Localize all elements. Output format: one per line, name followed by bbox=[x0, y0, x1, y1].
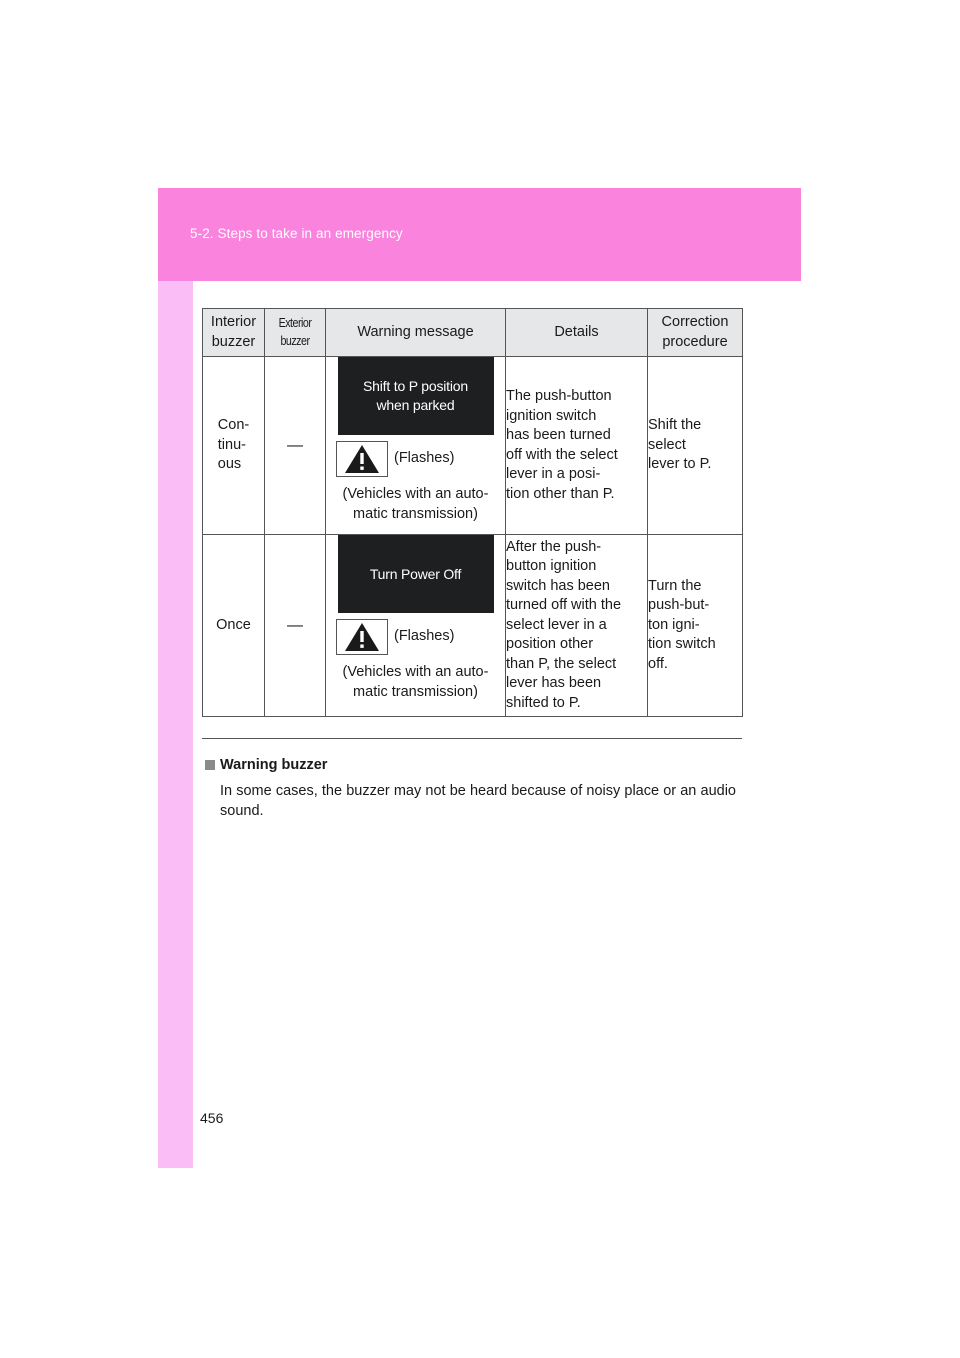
flash-indicator bbox=[336, 441, 505, 477]
table-header-row bbox=[203, 309, 743, 357]
details-cell: The push-button ignition switch has been turned off with the select lever in a posi- tion other than P. bbox=[506, 357, 648, 535]
col-header-correction: Correction procedure bbox=[648, 309, 743, 357]
warning-table bbox=[202, 308, 743, 717]
square-bullet-icon bbox=[205, 760, 215, 770]
flash-indicator bbox=[336, 619, 505, 655]
col-header-exterior: Exterior buzzer bbox=[265, 309, 326, 357]
page-number: 456 bbox=[200, 1110, 224, 1126]
exterior-buzzer-cell: — bbox=[265, 535, 326, 717]
section-title: 5-2. Steps to take in an emergency bbox=[190, 226, 403, 241]
left-margin-strip bbox=[158, 188, 193, 1168]
note-heading-text: Warning buzzer bbox=[220, 757, 328, 773]
display-screen: Turn Power Off bbox=[338, 535, 494, 613]
warning-triangle-icon bbox=[336, 441, 388, 477]
table-row bbox=[203, 535, 743, 717]
note-heading bbox=[205, 757, 327, 773]
section-divider bbox=[202, 738, 742, 739]
exterior-buzzer-cell: — bbox=[265, 357, 326, 535]
warning-triangle-icon bbox=[336, 619, 388, 655]
col-header-details: Details bbox=[506, 309, 648, 357]
warning-message-cell bbox=[326, 535, 506, 717]
col-header-interior: Interior buzzer bbox=[203, 309, 265, 357]
flash-label: (Flashes) bbox=[394, 628, 455, 645]
interior-buzzer-cell: Con- tinu- ous bbox=[203, 357, 265, 535]
table-row bbox=[203, 357, 743, 535]
flash-label: (Flashes) bbox=[394, 450, 455, 467]
details-cell: After the push- button ignition switch has been turned off with the select lever in a position other than P, the select lever has been shifted to P. bbox=[506, 535, 648, 717]
vehicle-note: (Vehicles with an auto- matic transmission) bbox=[342, 664, 489, 700]
warning-message-cell bbox=[326, 357, 506, 535]
col-header-warning-message: Warning message bbox=[326, 309, 506, 357]
interior-buzzer-cell: Once bbox=[203, 535, 265, 717]
display-screen: Shift to P position when parked bbox=[338, 357, 494, 435]
correction-cell: Shift the select lever to P. bbox=[648, 357, 743, 535]
note-body: In some cases, the buzzer may not be heard because of noisy place or an audio sound. bbox=[220, 783, 736, 819]
vehicle-note: (Vehicles with an auto- matic transmission) bbox=[342, 486, 489, 522]
correction-cell: Turn the push-but- ton igni- tion switch off. bbox=[648, 535, 743, 717]
